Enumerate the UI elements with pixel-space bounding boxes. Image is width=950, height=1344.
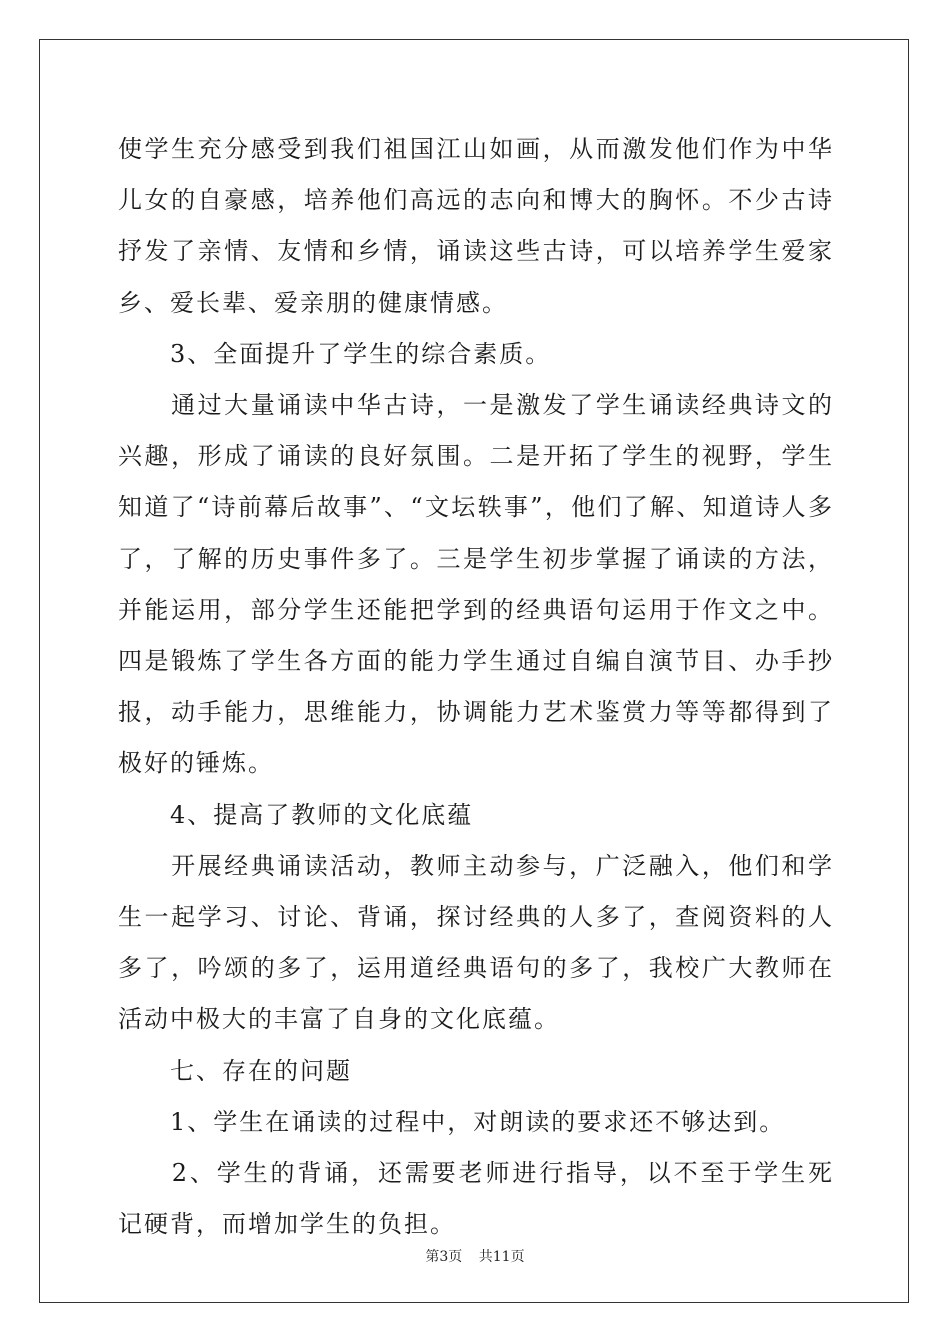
heading-item-3: 3、全面提升了学生的综合素质。: [118, 339, 552, 368]
problem-item-2: 2、学生的背诵，还需要老师进行指导，以不至于学生死记硬背，而增加学生的负担。: [118, 1159, 834, 1239]
paragraph-item-4-body: 开展经典诵读活动，教师主动参与，广泛融入，他们和学生一起学习、讨论、背诵，探讨经典的人多了，查阅资料的人多了，吟颂的多了，运用道经典语句的多了，我校广大教师在活动中极大的丰富了自身的文化底蕴。: [118, 851, 834, 1034]
paragraph-continuation: 使学生充分感受到我们祖国江山如画，从而激发他们作为中华儿女的自豪感，培养他们高远的志向和博大的胸怀。不少古诗抒发了亲情、友情和乡情，诵读这些古诗，可以培养学生爱家乡、爱长辈、爱亲朋的健康情感。: [118, 135, 834, 317]
page-total: 共11页: [478, 1249, 525, 1265]
paragraph-item-3-body: 通过大量诵读中华古诗，一是激发了学生诵读经典诗文的兴趣，形成了诵读的良好氛围。二是开拓了学生的视野，学生知道了“诗前幕后故事”、“文坛轶事”，他们了解、知道诗人多了，了解的历史事件多了。三是学生初步掌握了诵读的方法，并能运用，部分学生还能把学到的经典语句运用于作文之中。四是锻炼了学生各方面的能力学生通过自编自演节目、办手抄报，动手能力，思维能力，协调能力艺术鉴赏力等等都得到了极好的锤炼。: [118, 391, 834, 778]
problem-item-1: 1、学生在诵读的过程中，对朗读的要求还不够达到。: [118, 1107, 786, 1136]
page-number: 第3页: [425, 1249, 463, 1265]
page-footer: [0, 1246, 950, 1266]
heading-item-4: 4、提高了教师的文化底蕴: [118, 800, 474, 829]
document-body: [118, 124, 834, 1250]
section-heading-problems: 七、存在的问题: [118, 1056, 352, 1085]
